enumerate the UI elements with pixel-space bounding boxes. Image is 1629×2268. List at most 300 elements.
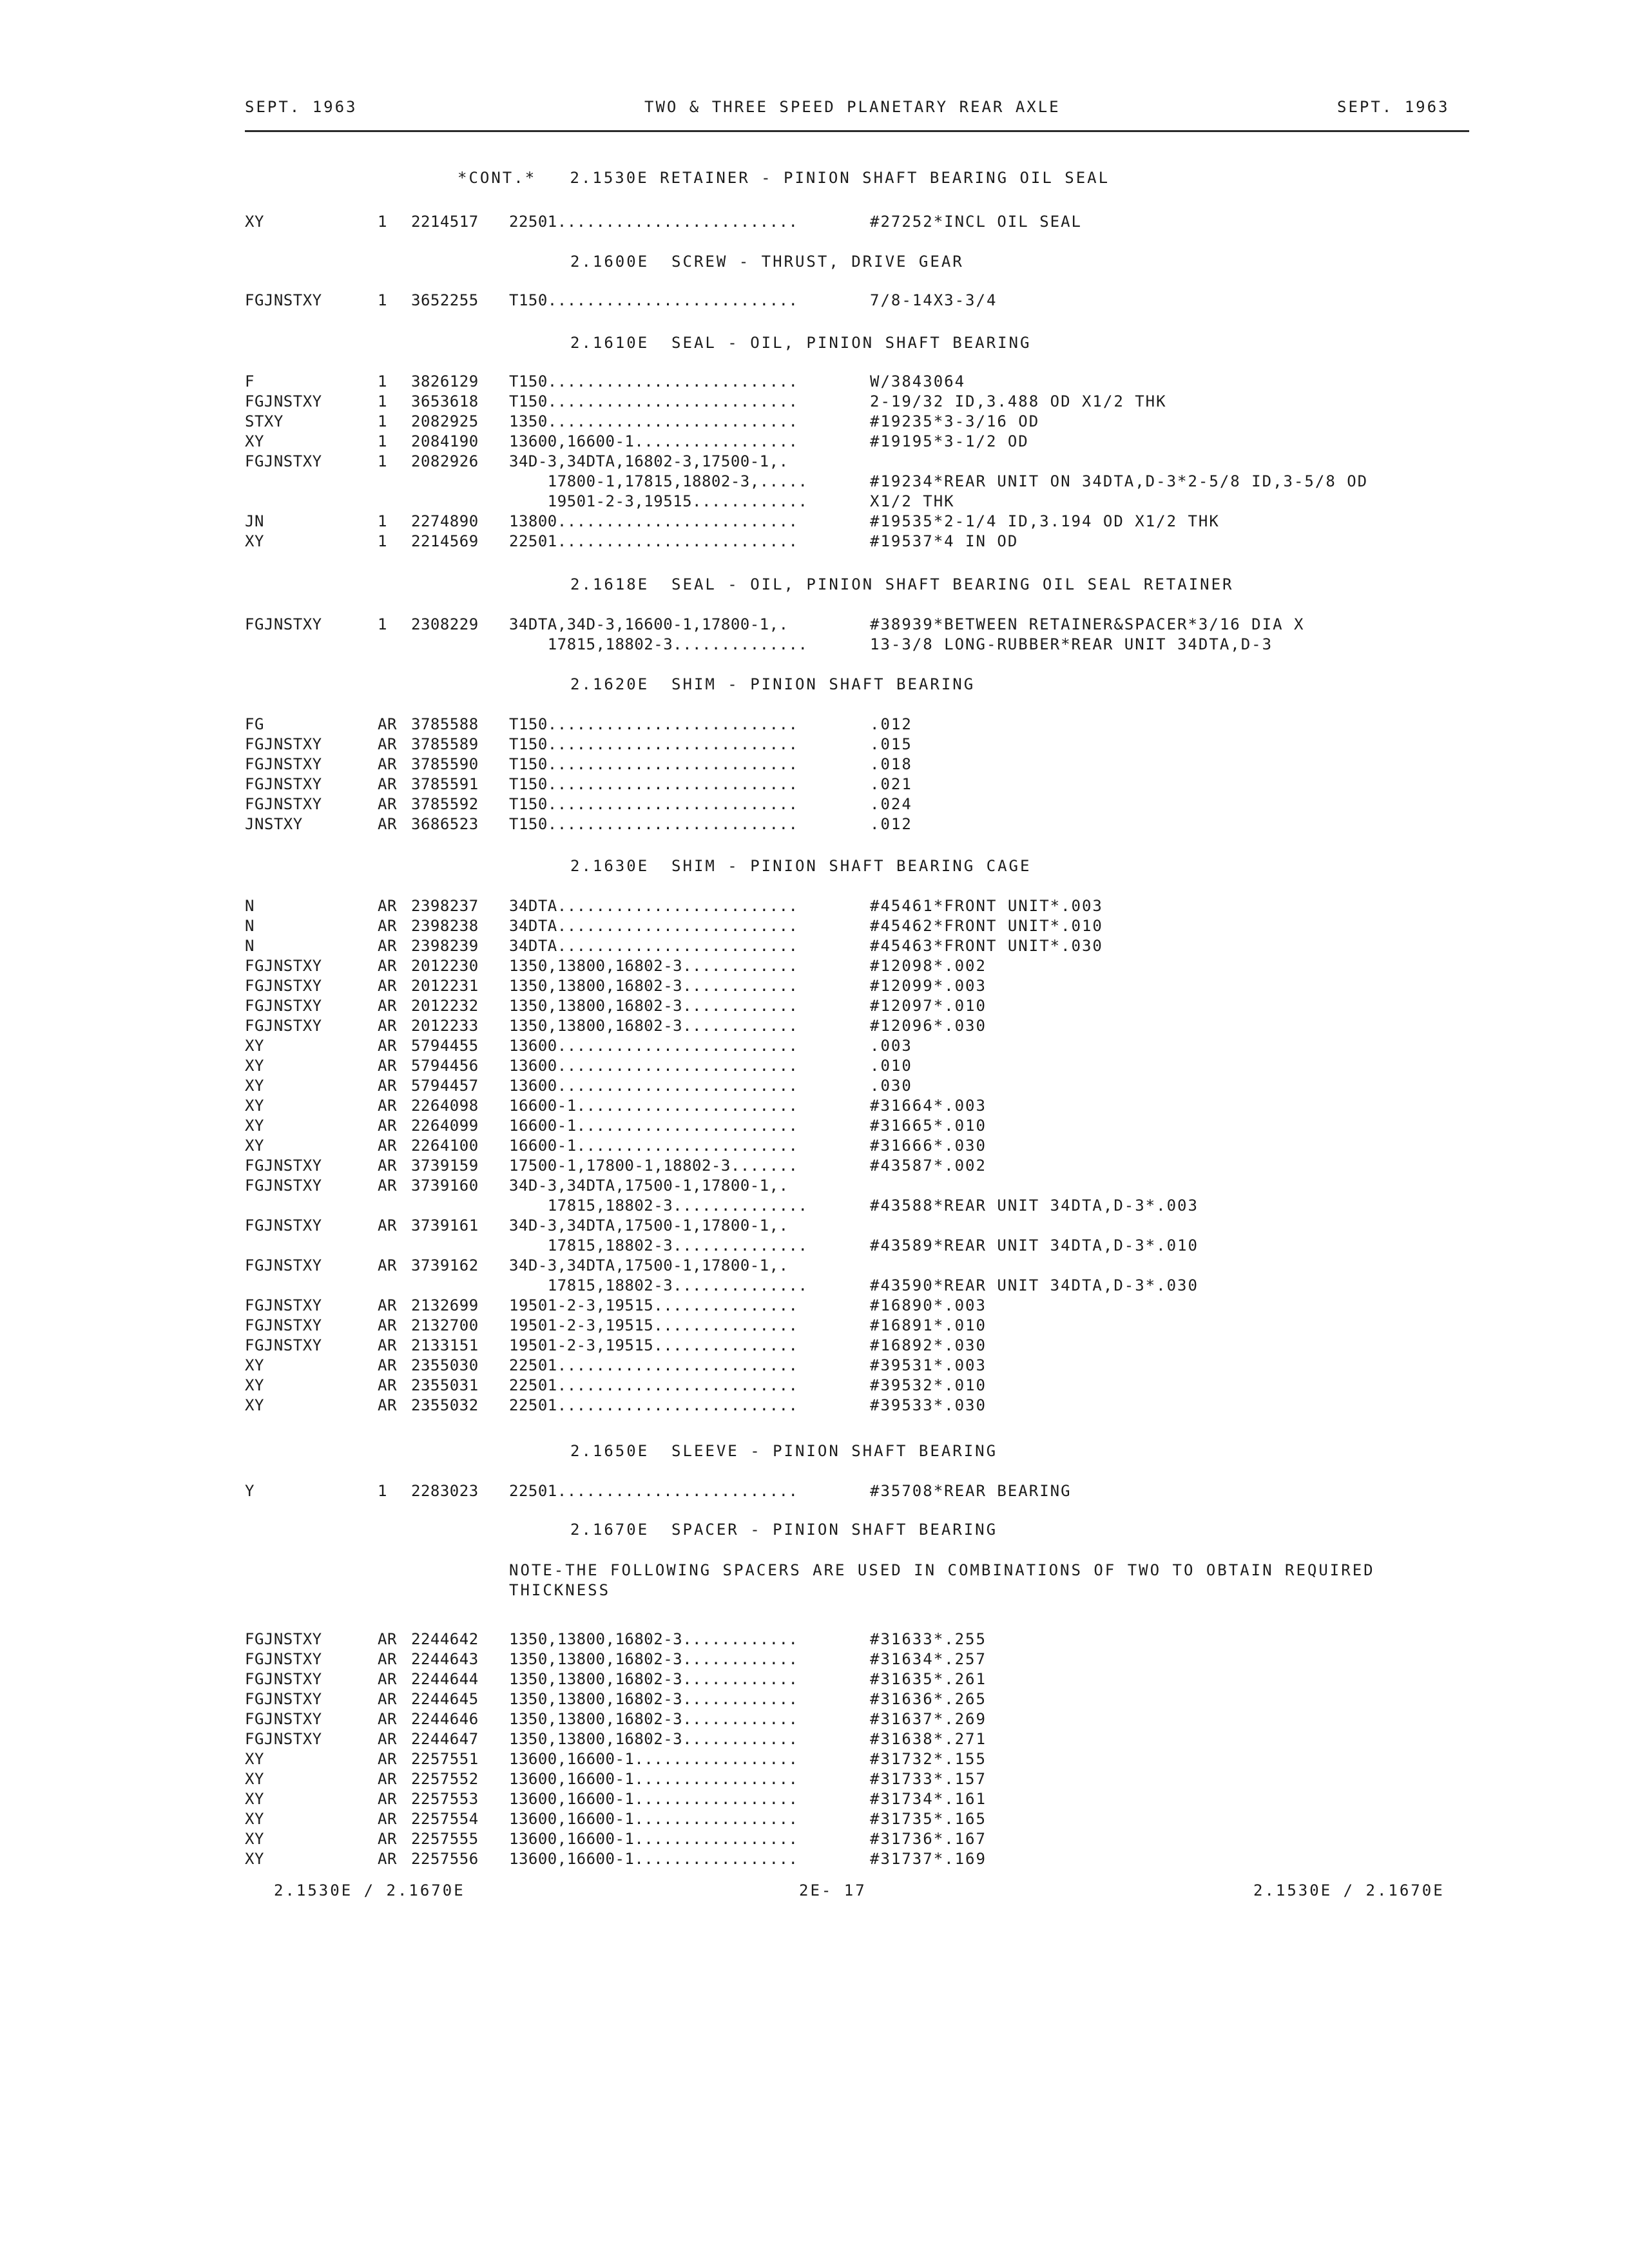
part-number: 2244647 <box>411 1730 479 1748</box>
parts-row <box>0 755 1629 775</box>
axle-model: 22501......................... <box>509 1482 798 1500</box>
section-title: 2.1610E SEAL - OIL, PINION SHAFT BEARING <box>570 334 1032 352</box>
remark: 13-3/8 LONG-RUBBER*REAR UNIT 34DTA,D-3 <box>870 635 1273 653</box>
part-number: 2257555 <box>411 1830 479 1848</box>
part-number: 3785592 <box>411 795 479 813</box>
axle-model: 1350,13800,16802-3............ <box>509 1710 798 1728</box>
model-code: XY <box>245 1850 264 1868</box>
axle-model: 1350,13800,16802-3............ <box>509 1690 798 1708</box>
axle-model: 22501......................... <box>509 1396 798 1414</box>
quantity: 1 <box>378 615 387 633</box>
quantity: AR <box>378 1356 397 1374</box>
remark: #19535*2-1/4 ID,3.194 OD X1/2 THK <box>870 512 1220 530</box>
quantity: 1 <box>378 432 387 450</box>
quantity: 1 <box>378 452 387 470</box>
section-title: 2.1600E SCREW - THRUST, DRIVE GEAR <box>570 253 964 271</box>
quantity: 1 <box>378 213 387 231</box>
model-code: FGJNSTXY <box>245 977 322 995</box>
axle-model: 1350,13800,16802-3............ <box>509 957 798 975</box>
remark: #45462*FRONT UNIT*.010 <box>870 917 1103 935</box>
part-number: 3739161 <box>411 1216 479 1235</box>
parts-row <box>0 1256 1629 1276</box>
remark: .015 <box>870 735 912 753</box>
model-code: FGJNSTXY <box>245 1336 322 1354</box>
part-number: 2257552 <box>411 1770 479 1788</box>
remark: #19234*REAR UNIT ON 34DTA,D-3*2-5/8 ID,3-5/8 OD <box>870 472 1369 490</box>
remark: #12099*.003 <box>870 977 987 995</box>
parts-row <box>0 1097 1629 1117</box>
quantity: AR <box>378 735 397 753</box>
parts-row <box>0 1482 1629 1502</box>
parts-row <box>0 1356 1629 1376</box>
axle-model: T150.......................... <box>509 715 798 733</box>
axle-model: T150.......................... <box>509 392 798 410</box>
remark: 2-19/32 ID,3.488 OD X1/2 THK <box>870 392 1167 410</box>
quantity: 1 <box>378 1482 387 1500</box>
remark: .012 <box>870 715 912 733</box>
axle-model: 17815,18802-3.............. <box>509 1196 808 1215</box>
remark: #43590*REAR UNIT 34DTA,D-3*.030 <box>870 1276 1199 1294</box>
axle-model: 22501......................... <box>509 1356 798 1374</box>
remark: #19537*4 IN OD <box>870 532 1019 550</box>
remark: #16891*.010 <box>870 1316 987 1334</box>
part-number: 3826129 <box>411 372 479 390</box>
part-number: 2398239 <box>411 937 479 955</box>
model-code: XY <box>245 213 264 231</box>
model-code: N <box>245 917 255 935</box>
part-number: 3739160 <box>411 1177 479 1195</box>
model-code: STXY <box>245 412 284 430</box>
part-number: 2398237 <box>411 897 479 915</box>
model-code: FGJNSTXY <box>245 1710 322 1728</box>
footer-page-number: 2E- 17 <box>799 1881 867 1899</box>
remark: W/3843064 <box>870 372 966 390</box>
quantity: AR <box>378 1830 397 1848</box>
part-number: 2355030 <box>411 1356 479 1374</box>
quantity: 1 <box>378 291 387 309</box>
remark: #39533*.030 <box>870 1396 987 1414</box>
part-number: 2012233 <box>411 1017 479 1035</box>
part-number: 2257556 <box>411 1850 479 1868</box>
axle-model: 1350,13800,16802-3............ <box>509 1017 798 1035</box>
quantity: AR <box>378 1730 397 1748</box>
part-number: 2244645 <box>411 1690 479 1708</box>
part-number: 5794456 <box>411 1057 479 1075</box>
model-code: XY <box>245 532 264 550</box>
part-number: 2355031 <box>411 1376 479 1394</box>
model-code: Y <box>245 1482 255 1500</box>
model-code: FGJNSTXY <box>245 1157 322 1175</box>
axle-model: 1350,13800,16802-3............ <box>509 1670 798 1688</box>
part-number: 2264098 <box>411 1097 479 1115</box>
part-number: 2283023 <box>411 1482 479 1500</box>
model-code: FGJNSTXY <box>245 1017 322 1035</box>
remark: #16890*.003 <box>870 1296 987 1314</box>
part-number: 2355032 <box>411 1396 479 1414</box>
remark: #43588*REAR UNIT 34DTA,D-3*.003 <box>870 1196 1199 1215</box>
model-code: FGJNSTXY <box>245 1730 322 1748</box>
part-number: 2132699 <box>411 1296 479 1314</box>
model-code: FGJNSTXY <box>245 735 322 753</box>
parts-row <box>0 1396 1629 1416</box>
remark: .003 <box>870 1037 912 1055</box>
quantity: AR <box>378 1850 397 1868</box>
part-number: 2012231 <box>411 977 479 995</box>
quantity: AR <box>378 1017 397 1035</box>
parts-row <box>0 1137 1629 1157</box>
parts-row <box>0 1057 1629 1077</box>
parts-row <box>0 1690 1629 1710</box>
remark: #31635*.261 <box>870 1670 987 1688</box>
model-code: FGJNSTXY <box>245 1670 322 1688</box>
quantity: 1 <box>378 372 387 390</box>
axle-model: 13600,16600-1................. <box>509 432 798 450</box>
part-number: 3785590 <box>411 755 479 773</box>
parts-row <box>0 957 1629 977</box>
quantity: AR <box>378 1216 397 1235</box>
parts-row <box>0 432 1629 452</box>
remark: #31637*.269 <box>870 1710 987 1728</box>
part-number: 2133151 <box>411 1336 479 1354</box>
axle-model: 17500-1,17800-1,18802-3....... <box>509 1157 798 1175</box>
quantity: AR <box>378 1336 397 1354</box>
model-code: N <box>245 897 255 915</box>
remark: #39531*.003 <box>870 1356 987 1374</box>
part-number: 3653618 <box>411 392 479 410</box>
parts-row <box>0 1830 1629 1850</box>
quantity: AR <box>378 815 397 833</box>
remark: #31665*.010 <box>870 1117 987 1135</box>
parts-row <box>0 615 1629 635</box>
parts-row <box>0 815 1629 835</box>
parts-row <box>0 1850 1629 1870</box>
part-number: 5794455 <box>411 1037 479 1055</box>
model-code: FGJNSTXY <box>245 957 322 975</box>
axle-model: 19501-2-3,19515............ <box>509 492 808 510</box>
parts-row <box>0 1296 1629 1316</box>
axle-model: 34D-3,34DTA,16802-3,17500-1,. <box>509 452 789 470</box>
remark: #31734*.161 <box>870 1790 987 1808</box>
model-code: JN <box>245 512 264 530</box>
model-code: FGJNSTXY <box>245 615 322 633</box>
parts-row <box>0 937 1629 957</box>
section-title: 2.1630E SHIM - PINION SHAFT BEARING CAGE <box>570 857 1032 875</box>
remark: #43589*REAR UNIT 34DTA,D-3*.010 <box>870 1236 1199 1254</box>
quantity: AR <box>378 1097 397 1115</box>
axle-model: T150.......................... <box>509 372 798 390</box>
model-code: JNSTXY <box>245 815 303 833</box>
parts-row <box>0 1810 1629 1830</box>
model-code: FG <box>245 715 264 733</box>
quantity: 1 <box>378 532 387 550</box>
axle-model: 13800......................... <box>509 512 798 530</box>
section-note: NOTE-THE FOLLOWING SPACERS ARE USED IN COMBINATIONS OF TWO TO OBTAIN REQUIRED THICKNESS <box>509 1561 1375 1599</box>
parts-row <box>0 512 1629 532</box>
quantity: AR <box>378 1650 397 1668</box>
footer-right: 2.1530E / 2.1670E <box>1253 1881 1445 1899</box>
quantity: AR <box>378 997 397 1015</box>
parts-row <box>0 1177 1629 1196</box>
remark: #31634*.257 <box>870 1650 987 1668</box>
quantity: AR <box>378 897 397 915</box>
axle-model: 22501......................... <box>509 532 798 550</box>
part-number: 2398238 <box>411 917 479 935</box>
model-code: FGJNSTXY <box>245 1630 322 1648</box>
header-title: TWO & THREE SPEED PLANETARY REAR AXLE <box>644 98 1061 116</box>
remark: #12096*.030 <box>870 1017 987 1035</box>
header-date-left: SEPT. 1963 <box>245 98 358 116</box>
model-code: FGJNSTXY <box>245 1216 322 1235</box>
parts-row <box>0 1750 1629 1770</box>
axle-model: T150.......................... <box>509 795 798 813</box>
parts-row <box>0 917 1629 937</box>
part-number: 2257551 <box>411 1750 479 1768</box>
quantity: AR <box>378 1117 397 1135</box>
model-code: XY <box>245 1770 264 1788</box>
remark: #31732*.155 <box>870 1750 987 1768</box>
remark: #31733*.157 <box>870 1770 987 1788</box>
parts-row <box>0 635 1629 655</box>
model-code: FGJNSTXY <box>245 1650 322 1668</box>
remark: .024 <box>870 795 912 813</box>
part-number: 3739162 <box>411 1256 479 1274</box>
remark: .030 <box>870 1077 912 1095</box>
model-code: FGJNSTXY <box>245 1690 322 1708</box>
quantity: AR <box>378 1690 397 1708</box>
axle-model: 34D-3,34DTA,17500-1,17800-1,. <box>509 1216 789 1235</box>
axle-model: 1350,13800,16802-3............ <box>509 1730 798 1748</box>
part-number: 2244642 <box>411 1630 479 1648</box>
parts-row <box>0 213 1629 233</box>
remark: #31736*.167 <box>870 1830 987 1848</box>
quantity: AR <box>378 1157 397 1175</box>
remark: X1/2 THK <box>870 492 955 510</box>
quantity: AR <box>378 1810 397 1828</box>
axle-model: 16600-1....................... <box>509 1117 798 1135</box>
parts-row <box>0 1336 1629 1356</box>
section-title: 2.1618E SEAL - OIL, PINION SHAFT BEARING OIL SEAL RETAINER <box>570 575 1234 593</box>
section-title: 2.1670E SPACER - PINION SHAFT BEARING <box>570 1521 998 1539</box>
axle-model: 1350.......................... <box>509 412 798 430</box>
axle-model: 17815,18802-3.............. <box>509 1236 808 1254</box>
axle-model: 34DTA,34D-3,16600-1,17800-1,. <box>509 615 789 633</box>
remark: .010 <box>870 1057 912 1075</box>
model-code: FGJNSTXY <box>245 775 322 793</box>
quantity: AR <box>378 1770 397 1788</box>
parts-row <box>0 1670 1629 1690</box>
part-number: 3785589 <box>411 735 479 753</box>
parts-row <box>0 1630 1629 1650</box>
part-number: 2132700 <box>411 1316 479 1334</box>
quantity: AR <box>378 1790 397 1808</box>
model-code: XY <box>245 1037 264 1055</box>
model-code: FGJNSTXY <box>245 1316 322 1334</box>
part-number: 3739159 <box>411 1157 479 1175</box>
axle-model: 34DTA......................... <box>509 937 798 955</box>
remark: #31737*.169 <box>870 1850 987 1868</box>
axle-model: 13600......................... <box>509 1057 798 1075</box>
model-code: XY <box>245 1810 264 1828</box>
parts-row <box>0 1650 1629 1670</box>
quantity: AR <box>378 1630 397 1648</box>
remark: .018 <box>870 755 912 773</box>
parts-row <box>0 1770 1629 1790</box>
remark: 7/8-14X3-3/4 <box>870 291 998 309</box>
model-code: FGJNSTXY <box>245 291 322 309</box>
part-number: 2012232 <box>411 997 479 1015</box>
model-code: FGJNSTXY <box>245 997 322 1015</box>
parts-row <box>0 1196 1629 1216</box>
quantity: AR <box>378 1316 397 1334</box>
model-code: FGJNSTXY <box>245 1296 322 1314</box>
parts-row <box>0 1316 1629 1336</box>
axle-model: 22501......................... <box>509 213 798 231</box>
quantity: AR <box>378 977 397 995</box>
axle-model: 1350,13800,16802-3............ <box>509 1630 798 1648</box>
remark: #12098*.002 <box>870 957 987 975</box>
axle-model: 13600,16600-1................. <box>509 1850 798 1868</box>
part-number: 2308229 <box>411 615 479 633</box>
part-number: 2082925 <box>411 412 479 430</box>
quantity: 1 <box>378 392 387 410</box>
model-code: XY <box>245 1137 264 1155</box>
axle-model: 22501......................... <box>509 1376 798 1394</box>
part-number: 2084190 <box>411 432 479 450</box>
parts-row <box>0 472 1629 492</box>
model-code: FGJNSTXY <box>245 452 322 470</box>
axle-model: 34D-3,34DTA,17500-1,17800-1,. <box>509 1256 789 1274</box>
quantity: AR <box>378 1037 397 1055</box>
model-code: F <box>245 372 255 390</box>
model-code: XY <box>245 1097 264 1115</box>
remark: #31666*.030 <box>870 1137 987 1155</box>
model-code: XY <box>245 1356 264 1374</box>
axle-model: 13600,16600-1................. <box>509 1790 798 1808</box>
parts-row <box>0 897 1629 917</box>
axle-model: 19501-2-3,19515............... <box>509 1336 798 1354</box>
part-number: 2244643 <box>411 1650 479 1668</box>
quantity: AR <box>378 1750 397 1768</box>
axle-model: 13600,16600-1................. <box>509 1770 798 1788</box>
remark: #35708*REAR BEARING <box>870 1482 1072 1500</box>
parts-row <box>0 795 1629 815</box>
model-code: XY <box>245 1396 264 1414</box>
part-number: 2257553 <box>411 1790 479 1808</box>
model-code: FGJNSTXY <box>245 795 322 813</box>
part-number: 2274890 <box>411 512 479 530</box>
remark: #31664*.003 <box>870 1097 987 1115</box>
axle-model: T150.......................... <box>509 815 798 833</box>
model-code: N <box>245 937 255 955</box>
remark: #31735*.165 <box>870 1810 987 1828</box>
axle-model: 34DTA......................... <box>509 917 798 935</box>
model-code: XY <box>245 1790 264 1808</box>
parts-row <box>0 1017 1629 1037</box>
part-number: 2214569 <box>411 532 479 550</box>
part-number: 2264100 <box>411 1137 479 1155</box>
axle-model: T150.......................... <box>509 291 798 309</box>
quantity: AR <box>378 1296 397 1314</box>
axle-model: T150.......................... <box>509 775 798 793</box>
model-code: FGJNSTXY <box>245 392 322 410</box>
quantity: AR <box>378 1137 397 1155</box>
section-title: 2.1620E SHIM - PINION SHAFT BEARING <box>570 675 976 693</box>
remark: #43587*.002 <box>870 1157 987 1175</box>
remark: .021 <box>870 775 912 793</box>
quantity: AR <box>378 917 397 935</box>
parts-row <box>0 372 1629 392</box>
parts-row <box>0 532 1629 552</box>
quantity: 1 <box>378 412 387 430</box>
remark: #45461*FRONT UNIT*.003 <box>870 897 1103 915</box>
part-number: 2214517 <box>411 213 479 231</box>
quantity: AR <box>378 1710 397 1728</box>
remark: #16892*.030 <box>870 1336 987 1354</box>
remark: #39532*.010 <box>870 1376 987 1394</box>
parts-row <box>0 775 1629 795</box>
axle-model: 13600,16600-1................. <box>509 1830 798 1848</box>
part-number: 2244646 <box>411 1710 479 1728</box>
parts-row <box>0 1216 1629 1236</box>
part-number: 2012230 <box>411 957 479 975</box>
parts-row <box>0 392 1629 412</box>
axle-model: 34DTA......................... <box>509 897 798 915</box>
parts-row <box>0 1117 1629 1137</box>
quantity: AR <box>378 1256 397 1274</box>
axle-model: 17815,18802-3.............. <box>509 1276 808 1294</box>
quantity: AR <box>378 937 397 955</box>
parts-row <box>0 1077 1629 1097</box>
quantity: AR <box>378 957 397 975</box>
parts-row <box>0 1276 1629 1296</box>
quantity: AR <box>378 715 397 733</box>
part-number: 2082926 <box>411 452 479 470</box>
part-number: 3686523 <box>411 815 479 833</box>
parts-row <box>0 1376 1629 1396</box>
quantity: AR <box>378 1670 397 1688</box>
header-date-right: SEPT. 1963 <box>1337 98 1450 116</box>
parts-row <box>0 452 1629 472</box>
axle-model: 19501-2-3,19515............... <box>509 1296 798 1314</box>
model-code: XY <box>245 1830 264 1848</box>
axle-model: 13600,16600-1................. <box>509 1750 798 1768</box>
axle-model: 1350,13800,16802-3............ <box>509 1650 798 1668</box>
model-code: XY <box>245 1376 264 1394</box>
model-code: FGJNSTXY <box>245 1256 322 1274</box>
part-number: 2257554 <box>411 1810 479 1828</box>
parts-row <box>0 1710 1629 1730</box>
model-code: FGJNSTXY <box>245 1177 322 1195</box>
model-code: XY <box>245 1750 264 1768</box>
quantity: AR <box>378 1396 397 1414</box>
quantity: AR <box>378 755 397 773</box>
section-title: 2.1650E SLEEVE - PINION SHAFT BEARING <box>570 1442 998 1460</box>
remark: #45463*FRONT UNIT*.030 <box>870 937 1103 955</box>
parts-row <box>0 1236 1629 1256</box>
quantity: AR <box>378 1057 397 1075</box>
axle-model: 17815,18802-3.............. <box>509 635 808 653</box>
axle-model: 13600,16600-1................. <box>509 1810 798 1828</box>
model-code: XY <box>245 1117 264 1135</box>
axle-model: 13600......................... <box>509 1037 798 1055</box>
axle-model: 16600-1....................... <box>509 1097 798 1115</box>
part-number: 5794457 <box>411 1077 479 1095</box>
axle-model: 17800-1,17815,18802-3,..... <box>509 472 808 490</box>
quantity: AR <box>378 1376 397 1394</box>
parts-row <box>0 291 1629 311</box>
quantity: AR <box>378 1077 397 1095</box>
remark: #12097*.010 <box>870 997 987 1015</box>
